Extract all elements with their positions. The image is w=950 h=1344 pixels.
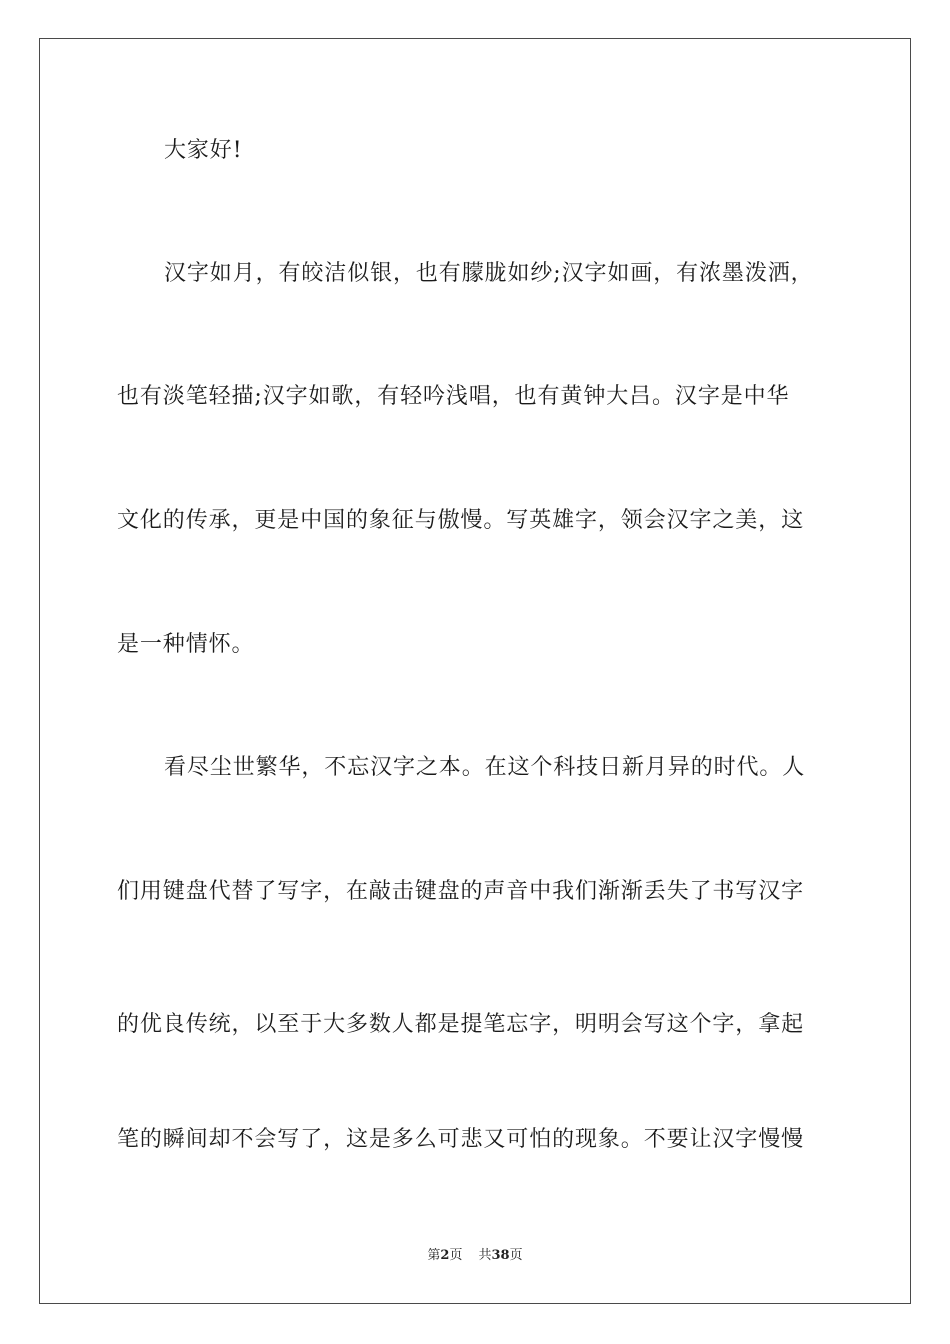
- paragraph-line: 看尽尘世繁华，不忘汉字之本。在这个科技日新月异的时代。人: [164, 755, 806, 780]
- paragraph-line: 汉字如月，有皎洁似银，也有朦胧如纱;汉字如画，有浓墨泼洒，: [164, 261, 814, 286]
- greeting-line: 大家好!: [164, 138, 243, 163]
- paragraph-line: 也有淡笔轻描;汉字如歌，有轻吟浅唱，也有黄钟大吕。汉字是中华: [117, 384, 790, 409]
- page-number: 2: [440, 1248, 450, 1263]
- paragraph-line: 笔的瞬间却不会写了，这是多么可悲又可怕的现象。不要让汉字慢慢: [117, 1127, 805, 1152]
- paragraph-line: 们用键盘代替了写字，在敲击键盘的声音中我们渐渐丢失了书写汉字: [117, 879, 805, 904]
- page-border: [39, 38, 911, 1304]
- total-suffix: 页: [509, 1248, 523, 1263]
- paragraph-line: 是一种情怀。: [117, 632, 255, 657]
- paragraph-line: 的优良传统，以至于大多数人都是提笔忘字，明明会写这个字，拿起: [117, 1012, 805, 1037]
- page-suffix: 页: [449, 1248, 463, 1263]
- page-footer: [0, 1247, 950, 1265]
- page-total: 38: [491, 1248, 510, 1263]
- paragraph-line: 文化的传承，更是中国的象征与傲慢。写英雄字，领会汉字之美，这: [117, 508, 805, 533]
- page-prefix: 第: [427, 1248, 441, 1263]
- total-prefix: 共: [478, 1248, 492, 1263]
